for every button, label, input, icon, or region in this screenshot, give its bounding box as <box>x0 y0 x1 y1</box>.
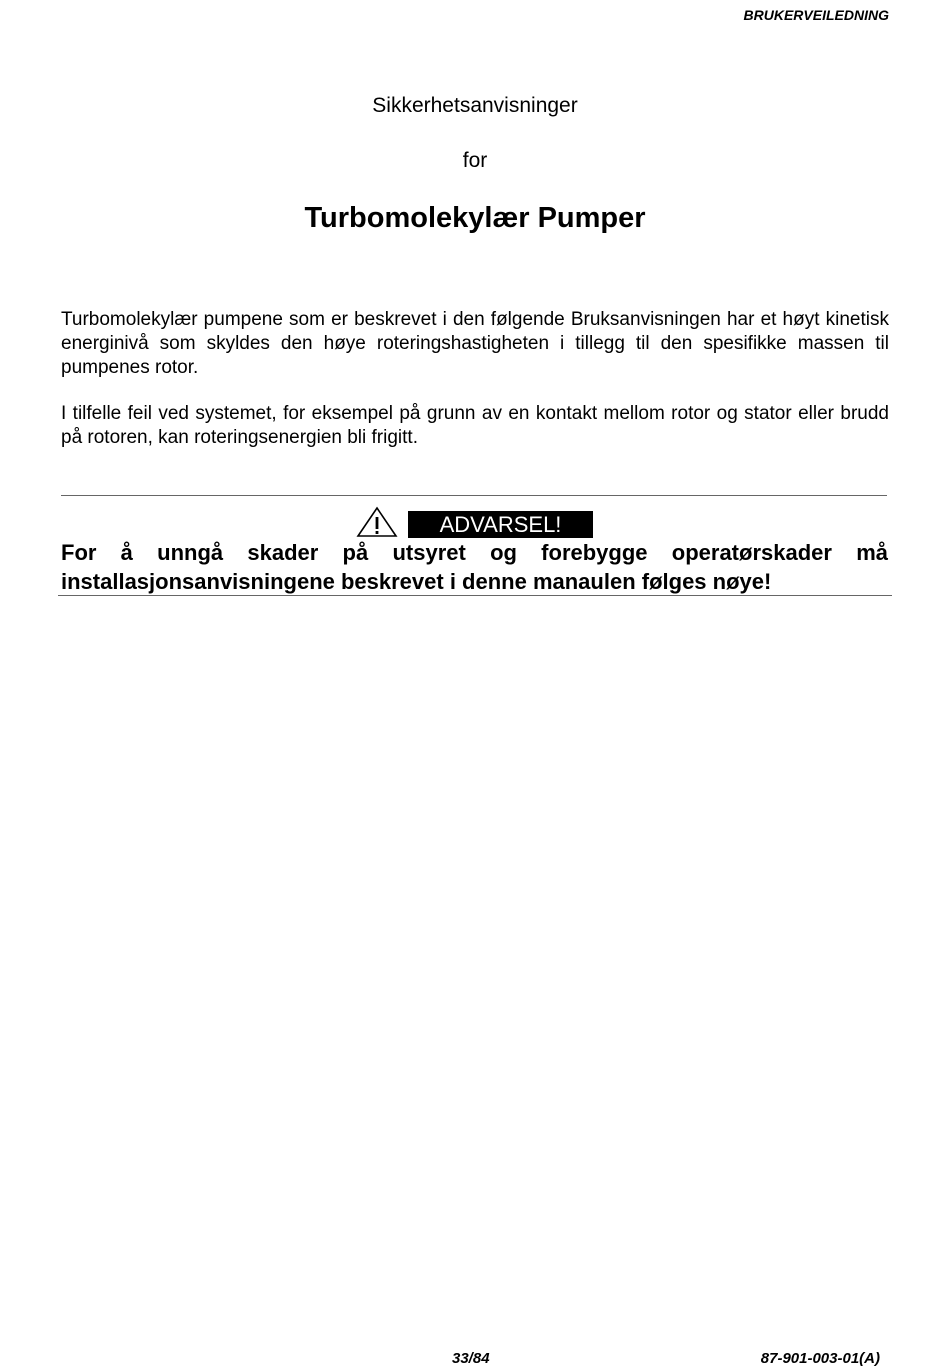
warning-top-divider <box>61 495 887 496</box>
warning-text: For å unngå skader på utsyret og forebygge operatørskader må installasjonsanvisningene beskrevet i denne manaulen følges nøye! <box>61 540 888 594</box>
body-paragraph-1: Turbomolekylær pumpene som er beskrevet i den følgende Bruksanvisningen har et høyt kinetisk energinivå som skyldes den høye roteringshastigheten i tillegg til den spesifikke massen til pumpenes rotor. <box>61 309 889 378</box>
warning-bottom-divider <box>58 595 892 596</box>
page-number: 33/84 <box>452 1350 490 1367</box>
title-safety-instructions: Sikkerhetsanvisninger <box>372 94 578 117</box>
title-for: for <box>462 149 488 172</box>
document-header-label: BRUKERVEILEDNING <box>743 7 889 23</box>
warning-triangle-icon <box>356 506 398 538</box>
warning-label: ADVARSEL! <box>408 511 593 538</box>
page-title: Turbomolekylær Pumper <box>304 202 646 234</box>
body-paragraph-2: I tilfelle feil ved systemet, for eksempel på grunn av en kontakt mellom rotor og stator eller brudd på rotoren, kan roteringsenergien bli frigitt. <box>61 403 889 448</box>
document-number: 87-901-003-01(A) <box>760 1350 880 1367</box>
